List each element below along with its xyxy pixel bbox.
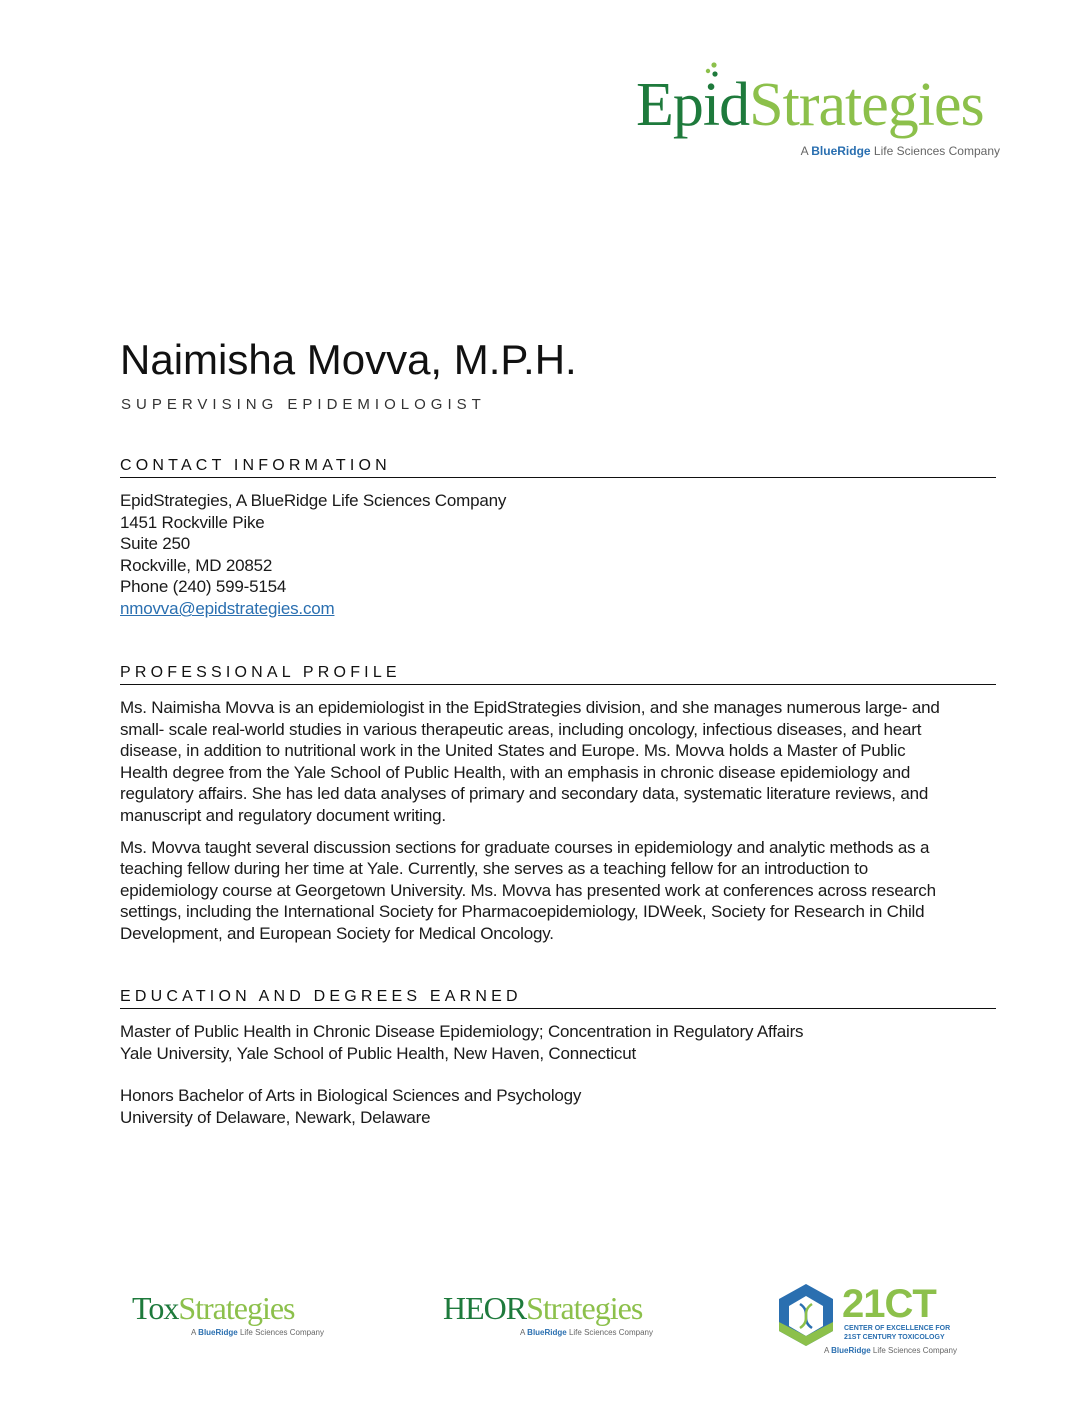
profile-line: epidemiology course at Georgetown University. Ms. Movva has presented work at conferences across research [120, 880, 936, 900]
profile-line: Ms. Movva taught several discussion sections for graduate courses in epidemiology and analytic methods as a [120, 837, 930, 857]
tox-tagline: A BlueRidge Life Sciences Company [191, 1328, 324, 1337]
contact-section [120, 457, 996, 620]
21ct-subtitle: CENTER OF EXCELLENCE FOR 21ST CENTURY TOXICOLOGY [844, 1325, 951, 1341]
epidstrategies-logo [636, 60, 1006, 164]
contact-heading: CONTACT INFORMATION [120, 457, 996, 478]
dna-hexagon-icon [776, 1282, 836, 1348]
contact-company: EpidStrategies, A BlueRidge Life Sciences Company [120, 491, 507, 510]
heor-tagline: A BlueRidge Life Sciences Company [520, 1328, 653, 1337]
profile-line: Development, and European Society for Medical Oncology. [120, 923, 554, 943]
education-institution: University of Delaware, Newark, Delaware [120, 1107, 431, 1127]
contact-phone: Phone (240) 599-5154 [120, 577, 287, 597]
profile-body [120, 697, 996, 945]
profile-section [120, 664, 996, 955]
profile-line: teaching fellow during her time at Yale. Currently, she serves as a teaching fellow for an introduction to [120, 859, 868, 879]
profile-line: settings, including the International Society for Pharmacoepidemiology, IDWeek, Society for Research in Child [120, 902, 925, 922]
profile-heading: PROFESSIONAL PROFILE [120, 664, 996, 685]
contact-email-link[interactable]: nmovva@epidstrategies.com [120, 598, 335, 618]
profile-line: Health degree from the Yale School of Public Health, with an emphasis in chronic disease epidemiology and [120, 762, 911, 782]
profile-line: regulatory affairs. She has led data analyses of primary and secondary data, systematic literature reviews, and [120, 784, 929, 804]
contact-body [120, 490, 996, 620]
profile-line: manuscript and regulatory document writing. [120, 805, 446, 825]
heorstrategies-logo [443, 1292, 653, 1337]
profile-line: small- scale real-world studies in various therapeutic areas, including oncology, infectious diseases, and heart [120, 719, 922, 739]
logo-wordmark: EpidStrategies [636, 71, 984, 139]
profile-line: disease, in addition to nutritional work in the United States and Europe. Ms. Movva holds a Master of Public [120, 741, 906, 761]
21ct-tagline: A BlueRidge Life Sciences Company [824, 1346, 957, 1355]
tox-wordmark: ToxStrategies [132, 1290, 295, 1326]
person-title: SUPERVISING EPIDEMIOLOGIST [121, 396, 486, 413]
contact-city: Rockville, MD 20852 [120, 555, 273, 575]
profile-line: Ms. Naimisha Movva is an epidemiologist in the EpidStrategies division, and she manages numerous large- and [120, 698, 940, 717]
heor-wordmark: HEORStrategies [443, 1290, 643, 1326]
toxstrategies-logo [132, 1292, 324, 1337]
education-heading: EDUCATION AND DEGREES EARNED [120, 988, 996, 1009]
education-degree: Master of Public Health in Chronic Disease Epidemiology; Concentration in Regulatory Affairs [120, 1022, 804, 1041]
profile-paragraph-1 [120, 697, 996, 827]
education-institution: Yale University, Yale School of Public Health, New Haven, Connecticut [120, 1043, 636, 1063]
profile-paragraph-2 [120, 837, 996, 945]
education-degree: Honors Bachelor of Arts in Biological Sciences and Psychology [120, 1086, 582, 1106]
person-name: Naimisha Movva, M.P.H. [120, 336, 577, 383]
contact-suite: Suite 250 [120, 534, 191, 554]
21ct-logo [776, 1282, 962, 1354]
contact-street: 1451 Rockville Pike [120, 512, 265, 532]
education-section [120, 988, 996, 1128]
logo-tagline: A BlueRidge Life Sciences Company [800, 144, 1000, 158]
21ct-wordmark: 21CT [842, 1282, 936, 1326]
education-body [120, 1021, 996, 1128]
